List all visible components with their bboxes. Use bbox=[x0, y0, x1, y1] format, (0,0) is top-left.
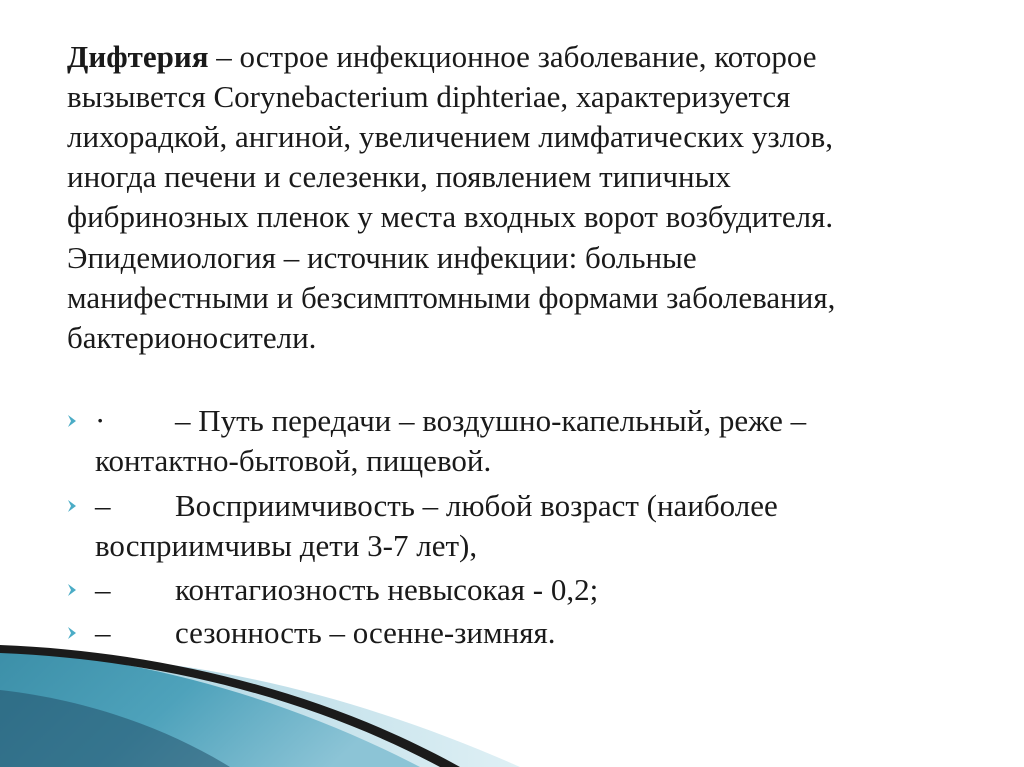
arrow-bullet-icon bbox=[67, 627, 77, 639]
bullet-marker: – bbox=[95, 615, 111, 650]
bullet-text-line-2: контактно-бытовой, пищевой. bbox=[95, 443, 492, 478]
bullet-text-line-1: сезонность – осенне-зимняя. bbox=[175, 615, 556, 650]
bullet-text-line-1: Восприимчивость – любой возраст (наиболее bbox=[175, 488, 778, 523]
epidemiology-line-1: Эпидемиология – источник инфекции: больные bbox=[67, 240, 697, 275]
bullet-marker: – bbox=[95, 488, 111, 523]
epidemiology-paragraph bbox=[67, 238, 835, 358]
definition-paragraph bbox=[67, 37, 833, 237]
definition-line-4: иногда печени и селезенки, появлением типичных bbox=[67, 159, 731, 194]
bullet-text-line-2: восприимчивы дети 3-7 лет), bbox=[95, 528, 478, 563]
arrow-bullet-icon bbox=[67, 415, 77, 427]
definition-line-1 bbox=[67, 37, 833, 77]
bullet-text-line-1: контагиозность невысокая - 0,2; bbox=[175, 572, 599, 607]
epidemiology-line-3: бактерионосители. bbox=[67, 320, 317, 355]
bullet-text-line-1: – Путь передачи – воздушно-капельный, реже – bbox=[175, 403, 807, 438]
arrow-bullet-icon bbox=[67, 500, 77, 512]
definition-line-1-rest: – острое инфекционное заболевание, которое bbox=[208, 39, 817, 74]
definition-line-2: вызывется Corynebacterium diphteriae, характеризуется bbox=[67, 79, 791, 114]
epidemiology-line-2: манифестными и безсимптомными формами заболевания, bbox=[67, 280, 836, 315]
bullet-marker: · bbox=[95, 403, 106, 438]
bullet-marker: – bbox=[95, 572, 111, 607]
arrow-bullet-icon bbox=[67, 584, 77, 596]
disease-term: Дифтерия bbox=[67, 39, 209, 74]
definition-line-3: лихорадкой, ангиной, увеличением лимфатических узлов, bbox=[67, 119, 833, 154]
definition-line-5: фибринозных пленок у места входных ворот возбудителя. bbox=[67, 199, 834, 234]
